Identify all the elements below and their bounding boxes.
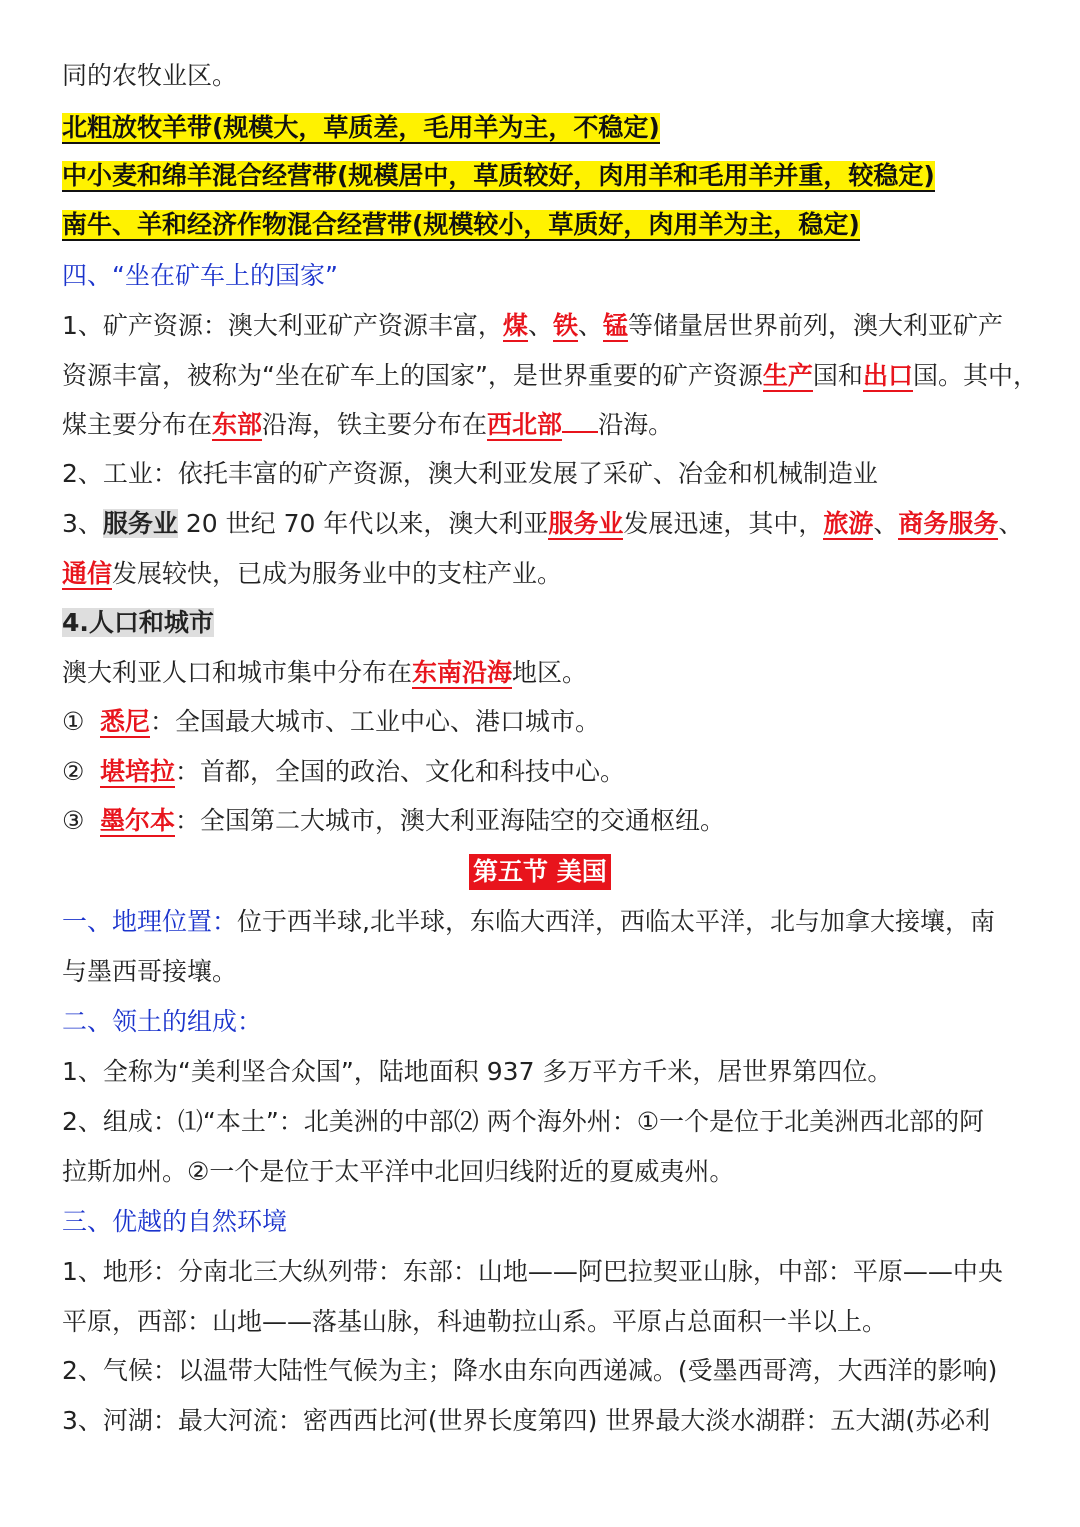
keyword: 出口 — [862, 361, 913, 390]
keyword: 东南沿海 — [412, 658, 513, 687]
text-line: 1、地形：分南北三大纵列带：东部：山地——阿巴拉契亚山脉，中部：平原——中央 — [62, 1257, 1003, 1286]
text-line: 1、矿产资源：澳大利亚矿产资源丰富，煤、铁、锰等储量居世界前列，澳大利亚矿产 — [62, 311, 1004, 340]
heading-environment: 三、优越的自然环境 — [62, 1207, 288, 1236]
text-line: 2、工业：依托丰富的矿产资源，澳大利亚发展了采矿、冶金和机械制造业 — [62, 459, 878, 488]
keyword: 堪培拉 — [100, 757, 176, 786]
keyword: 通信 — [62, 559, 113, 588]
text-line: 澳大利亚人口和城市集中分布在东南沿海地区。 — [62, 658, 588, 687]
keyword: 锰 — [602, 311, 628, 340]
keyword: 服务业 — [548, 509, 624, 538]
heading-population: 4.人口和城市 — [62, 608, 214, 637]
city-item-canberra: ② 堪培拉：首都，全国的政治、文化和科技中心。 — [62, 757, 626, 786]
subheading: 服务业 — [102, 509, 178, 538]
text-line: 一、地理位置：位于西半球,北半球，东临大西洋，西临太平洋，北与加拿大接壤，南 — [62, 907, 995, 936]
keyword: 悉尼 — [100, 707, 151, 736]
section-title: 第五节 美国 — [469, 854, 611, 890]
text-line: 与墨西哥接壤。 — [62, 957, 238, 986]
subheading: 一、地理位置： — [62, 907, 238, 936]
keyword: 墨尔本 — [100, 806, 176, 835]
highlight-line-south: 南牛、羊和经济作物混合经营带(规模较小，草质好，肉用羊为主，稳定) — [62, 210, 860, 239]
keyword: 煤 — [502, 311, 528, 340]
text-line: 1、全称为“美利坚合众国”，陆地面积 937 多万平方千米，居世界第四位。 — [62, 1057, 893, 1086]
city-item-melbourne: ③ 墨尔本：全国第二大城市，澳大利亚海陆空的交通枢纽。 — [62, 806, 726, 835]
highlight-line-middle: 中小麦和绵羊混合经营带(规模居中，草质较好，肉用羊和毛用羊并重，较稳定) — [62, 161, 935, 190]
text-line: 资源丰富，被称为“坐在矿车上的国家”，是世界重要的矿产资源生产国和出口国。其中， — [62, 361, 1038, 390]
text-line: 平原，西部：山地——落基山脉，科迪勒拉山系。平原占总面积一半以上。 — [62, 1307, 888, 1336]
keyword: 生产 — [762, 361, 813, 390]
blank-underline — [562, 431, 598, 433]
text-line: 拉斯加州。②一个是位于太平洋中北回归线附近的夏威夷州。 — [62, 1157, 735, 1186]
keyword: 旅游 — [823, 509, 874, 538]
heading-territory: 二、领土的组成： — [62, 1007, 263, 1036]
keyword: 商务服务 — [898, 509, 999, 538]
text-line: 2、组成：⑴“本土”：北美洲的中部⑵ 两个海外州：①一个是位于北美洲西北部的阿 — [62, 1107, 985, 1136]
text-line: 同的农牧业区。 — [62, 61, 238, 90]
text-line: 煤主要分布在东部沿海，铁主要分布在西北部 沿海。 — [62, 410, 674, 439]
highlight-line-north: 北粗放牧羊带(规模大，草质差，毛用羊为主，不稳定) — [62, 113, 660, 142]
keyword: 东部 — [212, 410, 263, 439]
text-line: 2、气候：以温带大陆性气候为主；降水由东向西递减。(受墨西哥湾，大西洋的影响) — [62, 1356, 998, 1385]
text-line: 3、河湖：最大河流：密西西比河(世界长度第四) 世界最大淡水湖群：五大湖(苏必利 — [62, 1406, 991, 1435]
text-line: 3、服务业 20 世纪 70 年代以来，澳大利亚服务业发展迅速，其中，旅游、商务服务、 — [62, 509, 1024, 538]
keyword: 铁 — [552, 311, 578, 340]
heading-mine-cart-country: 四、“坐在矿车上的国家” — [62, 261, 338, 290]
city-item-sydney: ① 悉尼：全国最大城市、工业中心、港口城市。 — [62, 707, 601, 736]
keyword: 西北部 — [487, 410, 563, 439]
text-line: 通信发展较快，已成为服务业中的支柱产业。 — [62, 559, 563, 588]
